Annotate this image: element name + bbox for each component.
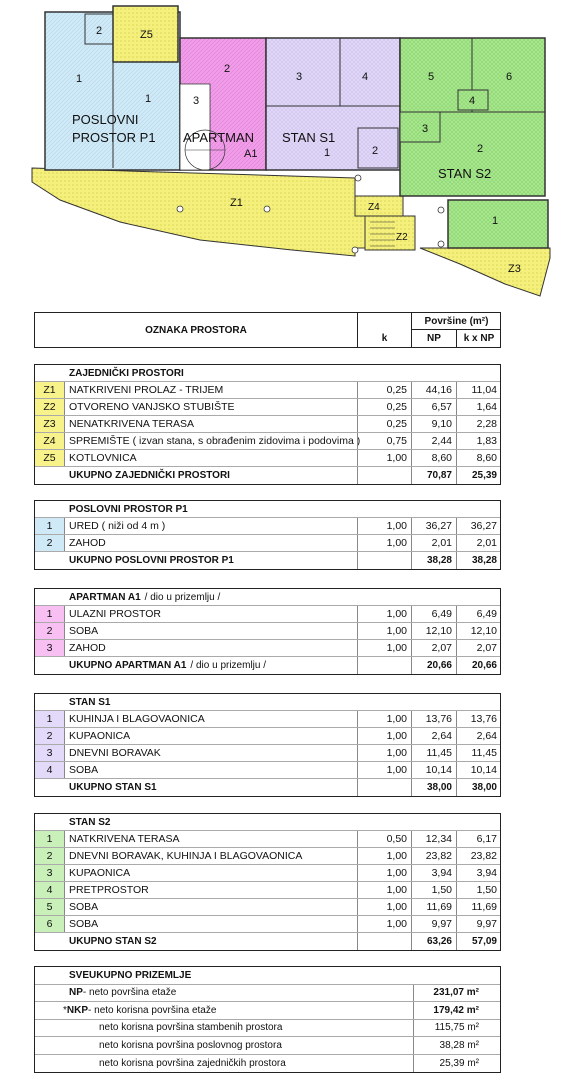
room-name: KOTLOVNICA	[69, 452, 137, 464]
area-np: 1,50	[411, 882, 456, 898]
total-label-note: / dio u prizemlju /	[190, 660, 267, 671]
room-name: ULAZNI PROSTOR	[69, 608, 161, 620]
total-label-text: UKUPNO POSLOVNI PROSTOR P1	[69, 555, 234, 566]
area-knp: 13,76	[456, 711, 501, 727]
total-knp: 57,09	[456, 933, 501, 950]
total-np: 20,66	[411, 657, 456, 674]
table-row	[35, 916, 500, 933]
coef-k: 1,00	[357, 728, 411, 744]
area-knp: 1,50	[456, 882, 501, 898]
total-np: 38,00	[411, 779, 456, 796]
label-s1-room3: 3	[296, 71, 303, 83]
room-name: NATKRIVENI PROLAZ - TRIJEM	[69, 384, 224, 396]
area-np: 6,49	[411, 606, 456, 622]
total-label	[69, 779, 355, 796]
room-name: ZAHOD	[69, 642, 106, 654]
room-code: Z4	[35, 433, 65, 449]
header-knp: k x NP	[456, 330, 501, 347]
room-code: 3	[35, 745, 65, 761]
total-np: 70,87	[411, 467, 456, 484]
section-table	[34, 588, 501, 675]
total-label	[69, 552, 355, 569]
coef-k: 0,25	[357, 382, 411, 398]
label-z5: Z5	[140, 29, 153, 41]
label-p1-name-2: PROSTOR P1	[72, 130, 156, 145]
label-p1-room2: 2	[96, 25, 103, 37]
header-oznaka: OZNAKA PROSTORA	[145, 324, 247, 336]
coef-k: 1,00	[357, 762, 411, 778]
room-code: 1	[35, 711, 65, 727]
area-knp: 2,64	[456, 728, 501, 744]
room-name: SOBA	[69, 901, 99, 913]
area-knp: 10,14	[456, 762, 501, 778]
section-table	[34, 364, 501, 485]
label-s2-room2: 2	[477, 143, 484, 155]
room-code: 1	[35, 606, 65, 622]
label-a1-name: APARTMAN	[183, 130, 255, 145]
total-knp: 38,00	[456, 779, 501, 796]
summary-label	[99, 1020, 429, 1037]
section-title-text: STAN S2	[69, 816, 111, 828]
total-np: 63,26	[411, 933, 456, 950]
label-a1-room3: 3	[193, 95, 200, 107]
area-np: 2,64	[411, 728, 456, 744]
section-table	[34, 813, 501, 951]
section-title	[69, 694, 355, 710]
label-z3: Z3	[508, 263, 521, 275]
area-knp: 3,94	[456, 865, 501, 881]
summary-value: 231,07 m²	[413, 985, 501, 1002]
section-title-row	[35, 694, 500, 711]
total-np: 38,28	[411, 552, 456, 569]
section-total-row	[35, 552, 500, 569]
section-total-row	[35, 467, 500, 484]
label-s2-room3: 3	[422, 123, 429, 135]
coef-k: 1,00	[357, 711, 411, 727]
table-row	[35, 848, 500, 865]
coef-k: 0,50	[357, 831, 411, 847]
summary-title: SVEUKUPNO PRIZEMLJE	[69, 969, 192, 981]
section-table	[34, 500, 501, 570]
coef-k: 1,00	[357, 518, 411, 534]
area-np: 9,10	[411, 416, 456, 432]
room-code: 2	[35, 848, 65, 864]
area-knp: 11,04	[456, 382, 501, 398]
room-name: DNEVNI BORAVAK, KUHINJA I BLAGOVAONICA	[69, 850, 303, 862]
coef-k: 0,75	[357, 433, 411, 449]
summary-label	[69, 985, 399, 1002]
label-s1-room4: 4	[362, 71, 369, 83]
table-header	[34, 312, 501, 348]
table-row	[35, 728, 500, 745]
total-k-empty	[357, 552, 411, 569]
table-row	[35, 623, 500, 640]
room-name: ZAHOD	[69, 537, 106, 549]
total-label-text: UKUPNO ZAJEDNIČKI PROSTORI	[69, 470, 230, 481]
zone-z1	[32, 168, 400, 256]
area-np: 2,07	[411, 640, 456, 656]
label-a1-room2: 2	[224, 63, 231, 75]
total-label	[69, 933, 355, 950]
area-np: 11,45	[411, 745, 456, 761]
area-np: 3,94	[411, 865, 456, 881]
summary-prefix: NP	[69, 987, 83, 999]
room-name: KUHINJA I BLAGOVAONICA	[69, 713, 205, 725]
header-povrsine: Površine (m²)	[411, 313, 501, 330]
label-z2: Z2	[396, 232, 408, 243]
area-np: 10,14	[411, 762, 456, 778]
summary-star: *	[63, 1004, 67, 1016]
label-z1: Z1	[230, 197, 243, 209]
summary-label	[99, 1055, 429, 1073]
summary-text: - neto korisna površina etaže	[88, 1004, 217, 1016]
area-knp: 6,17	[456, 831, 501, 847]
coef-k: 1,00	[357, 640, 411, 656]
room-code: 2	[35, 728, 65, 744]
table-row	[35, 518, 500, 535]
summary-row	[35, 1002, 500, 1020]
section-title-note: / dio u prizemlju /	[144, 591, 221, 603]
label-a1-code: A1	[244, 148, 258, 160]
total-k-empty	[357, 779, 411, 796]
coef-k: 0,25	[357, 399, 411, 415]
table-row	[35, 831, 500, 848]
area-knp: 23,82	[456, 848, 501, 864]
room-code: Z3	[35, 416, 65, 432]
label-s2-room6: 6	[506, 71, 513, 83]
table-row	[35, 535, 500, 552]
table-row	[35, 382, 500, 399]
section-title-row	[35, 365, 500, 382]
section-title	[69, 501, 355, 517]
section-total-row	[35, 657, 500, 674]
section-table	[34, 693, 501, 797]
summary-label	[63, 1002, 399, 1019]
room-name: KUPAONICA	[69, 730, 131, 742]
area-np: 11,69	[411, 899, 456, 915]
total-label	[69, 657, 355, 674]
total-k-empty	[357, 657, 411, 674]
total-knp: 25,39	[456, 467, 501, 484]
summary-text: neto korisna površina stambenih prostora	[99, 1022, 283, 1034]
label-p1-name-1: POSLOVNI	[72, 112, 139, 127]
total-knp: 20,66	[456, 657, 501, 674]
area-knp: 2,01	[456, 535, 501, 551]
area-knp: 36,27	[456, 518, 501, 534]
total-label-text: UKUPNO STAN S1	[69, 782, 157, 793]
coef-k: 1,00	[357, 535, 411, 551]
label-s2-room1: 1	[492, 215, 499, 227]
table-row	[35, 899, 500, 916]
room-code: 2	[35, 623, 65, 639]
summary-text: neto korisna površina zajedničkih prostora	[99, 1057, 286, 1069]
floor-plan	[0, 0, 567, 302]
header-k: k	[357, 313, 411, 347]
area-np: 6,57	[411, 399, 456, 415]
table-row	[35, 433, 500, 450]
coef-k: 1,00	[357, 623, 411, 639]
room-code: 4	[35, 882, 65, 898]
area-knp: 1,83	[456, 433, 501, 449]
coef-k: 1,00	[357, 745, 411, 761]
summary-title-row	[35, 967, 500, 985]
label-s2-room4: 4	[469, 95, 476, 107]
coef-k: 1,00	[357, 606, 411, 622]
summary-value: 179,42 m²	[413, 1002, 501, 1019]
header-np: NP	[411, 330, 456, 347]
area-knp: 2,28	[456, 416, 501, 432]
area-knp: 1,64	[456, 399, 501, 415]
room-code: 1	[35, 518, 65, 534]
label-s1-room1: 1	[324, 147, 331, 159]
table-row	[35, 865, 500, 882]
table-row	[35, 450, 500, 467]
room-name: SOBA	[69, 764, 99, 776]
total-k-empty	[357, 933, 411, 950]
coef-k: 1,00	[357, 450, 411, 466]
table-row	[35, 640, 500, 657]
section-title-row	[35, 589, 500, 606]
summary-value: 38,28 m²	[413, 1037, 501, 1054]
table-row	[35, 711, 500, 728]
section-title	[69, 365, 355, 381]
table-row	[35, 882, 500, 899]
coef-k: 1,00	[357, 865, 411, 881]
summary-row	[35, 985, 500, 1003]
label-z4: Z4	[368, 202, 380, 213]
summary-label	[99, 1037, 429, 1054]
room-code: Z5	[35, 450, 65, 466]
section-title-text: POSLOVNI PROSTOR P1	[69, 503, 188, 515]
section-title	[69, 814, 355, 830]
area-np: 44,16	[411, 382, 456, 398]
room-name: URED ( niži od 4 m )	[69, 520, 166, 532]
room-code: 3	[35, 640, 65, 656]
room-code: 2	[35, 535, 65, 551]
label-s2-name: STAN S2	[438, 166, 492, 181]
coef-k: 1,00	[357, 899, 411, 915]
summary-table	[34, 966, 501, 1073]
area-knp: 8,60	[456, 450, 501, 466]
room-name: KUPAONICA	[69, 867, 131, 879]
area-np: 12,10	[411, 623, 456, 639]
label-s1-name: STAN S1	[282, 130, 336, 145]
area-knp: 9,97	[456, 916, 501, 932]
coef-k: 0,25	[357, 416, 411, 432]
room-code: 5	[35, 899, 65, 915]
room-name: OTVORENO VANJSKO STUBIŠTE	[69, 401, 235, 413]
coef-k: 1,00	[357, 882, 411, 898]
room-code: 1	[35, 831, 65, 847]
label-s2-room5: 5	[428, 71, 435, 83]
room-code: 4	[35, 762, 65, 778]
table-row	[35, 399, 500, 416]
room-code: 3	[35, 865, 65, 881]
label-s1-room2: 2	[372, 145, 379, 157]
summary-prefix: NKP	[66, 1004, 89, 1016]
total-knp: 38,28	[456, 552, 501, 569]
section-title-text: APARTMAN A1	[69, 591, 141, 603]
area-knp: 11,45	[456, 745, 501, 761]
summary-row	[35, 1020, 500, 1038]
section-title-row	[35, 814, 500, 831]
summary-text: - neto površina etaže	[82, 987, 177, 999]
total-label-text: UKUPNO APARTMAN A1	[69, 660, 187, 671]
room-name: SOBA	[69, 918, 99, 930]
area-np: 36,27	[411, 518, 456, 534]
room-name: DNEVNI BORAVAK	[69, 747, 161, 759]
summary-row	[35, 1037, 500, 1055]
table-row	[35, 762, 500, 779]
area-knp: 11,69	[456, 899, 501, 915]
room-code: Z1	[35, 382, 65, 398]
room-code: Z2	[35, 399, 65, 415]
label-p1-room1b: 1	[145, 93, 152, 105]
area-np: 9,97	[411, 916, 456, 932]
coef-k: 1,00	[357, 916, 411, 932]
area-np: 8,60	[411, 450, 456, 466]
area-np: 12,34	[411, 831, 456, 847]
area-np: 23,82	[411, 848, 456, 864]
room-name: PRETPROSTOR	[69, 884, 149, 896]
area-np: 13,76	[411, 711, 456, 727]
summary-row	[35, 1055, 500, 1073]
table-row	[35, 416, 500, 433]
section-total-row	[35, 779, 500, 796]
coef-k: 1,00	[357, 848, 411, 864]
room-name: SOBA	[69, 625, 99, 637]
total-label-text: UKUPNO STAN S2	[69, 936, 157, 947]
table-row	[35, 606, 500, 623]
section-total-row	[35, 933, 500, 950]
label-p1-room1a: 1	[76, 73, 83, 85]
total-label	[69, 467, 355, 484]
area-np: 2,01	[411, 535, 456, 551]
room-name: NATKRIVENA TERASA	[69, 833, 180, 845]
room-name: NENATKRIVENA TERASA	[69, 418, 195, 430]
summary-value: 115,75 m²	[413, 1020, 501, 1037]
section-title-text: STAN S1	[69, 696, 111, 708]
total-k-empty	[357, 467, 411, 484]
summary-value: 25,39 m²	[413, 1055, 501, 1073]
area-np: 2,44	[411, 433, 456, 449]
zone-z3	[420, 248, 550, 296]
room-name: SPREMIŠTE ( izvan stana, s obrađenim zidovima i podovima )	[69, 435, 361, 447]
room-code: 6	[35, 916, 65, 932]
area-knp: 2,07	[456, 640, 501, 656]
area-knp: 6,49	[456, 606, 501, 622]
section-title-row	[35, 501, 500, 518]
table-row	[35, 745, 500, 762]
summary-text: neto korisna površina poslovnog prostora	[99, 1039, 282, 1051]
section-title	[69, 589, 355, 605]
section-title-text: ZAJEDNIČKI PROSTORI	[69, 367, 184, 379]
area-knp: 12,10	[456, 623, 501, 639]
